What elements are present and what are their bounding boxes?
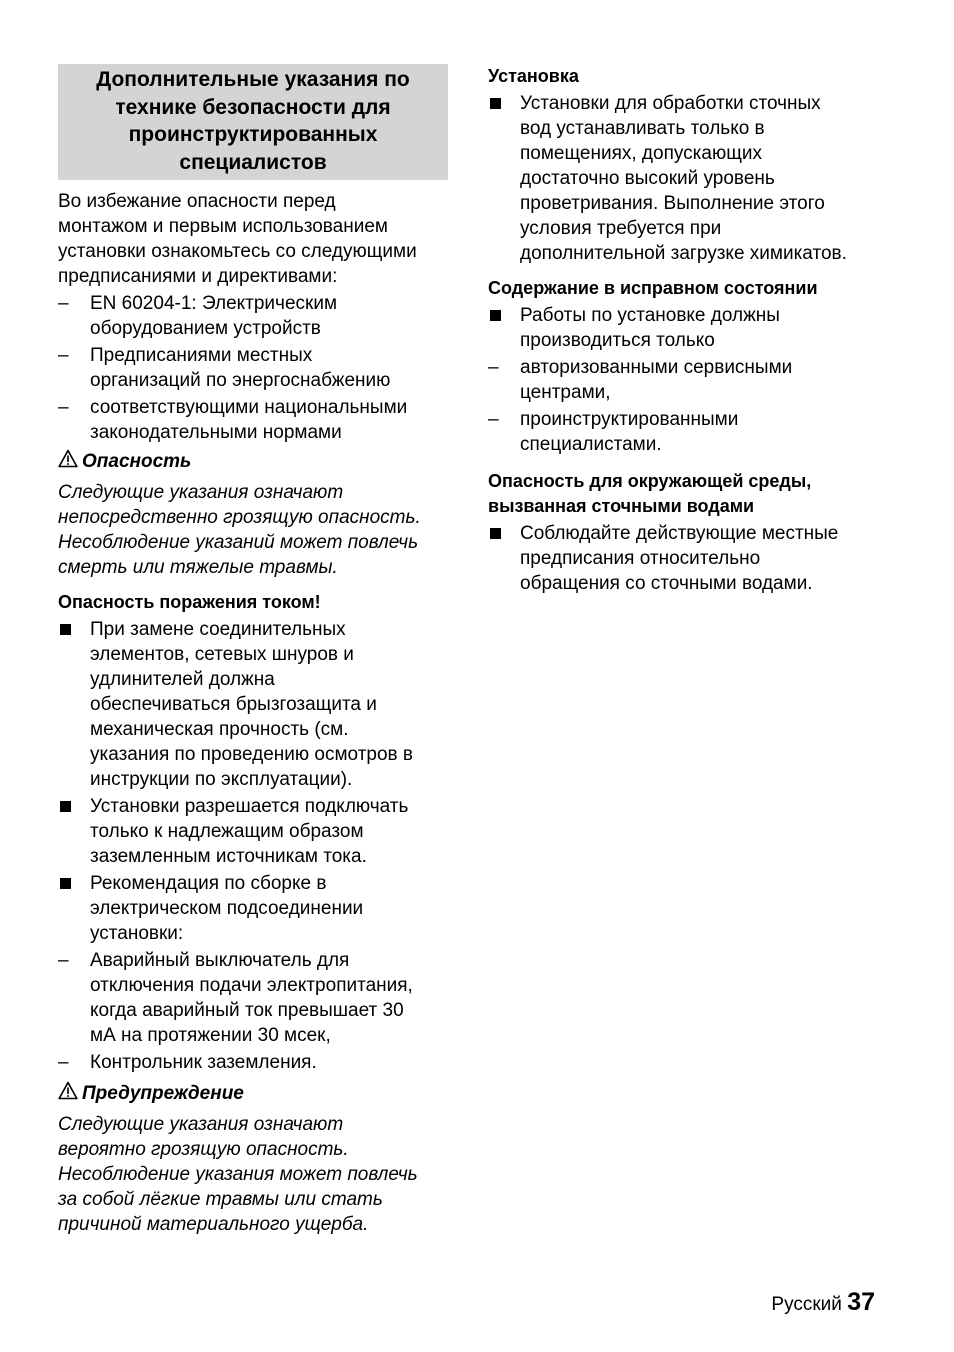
dash-marker: – <box>58 950 69 971</box>
danger-text <box>58 480 448 580</box>
section-title <box>58 64 448 180</box>
dash-marker: – <box>488 357 499 378</box>
right-column <box>488 64 888 596</box>
dash-marker: – <box>488 409 499 430</box>
text-line: Следующие указания означают <box>58 482 344 503</box>
title-line: специалистов <box>179 150 327 174</box>
text-line: предписания относительно <box>520 548 761 569</box>
text-line: Следующие указания означают <box>58 1114 344 1135</box>
text-line: проинструктированными <box>520 409 739 430</box>
danger-heading <box>58 449 448 475</box>
maintenance-item <box>488 303 888 353</box>
text-line: специалистами. <box>520 434 662 455</box>
text-line: отключения подачи электропитания, <box>90 975 413 996</box>
warning-triangle-icon <box>58 1081 82 1107</box>
text-line: законодательными нормами <box>90 422 342 443</box>
text-line: EN 60204-1: Электрическим <box>90 293 337 314</box>
dash-marker: – <box>58 397 69 418</box>
text-line: мА на протяжении 30 мсек, <box>90 1025 331 1046</box>
directive-item <box>58 343 448 393</box>
shock-dash-item <box>58 1050 448 1075</box>
bullet-square <box>488 303 520 328</box>
text-line: указания по проведению осмотров в <box>90 744 413 765</box>
bullet-square <box>58 794 90 819</box>
dash-marker: – <box>58 293 69 314</box>
text-line: инструкции по эксплуатации). <box>90 769 353 790</box>
environment-heading <box>488 469 888 519</box>
dash-marker: – <box>58 345 69 366</box>
text-line: установки: <box>90 923 184 944</box>
text-line: причиной материального ущерба. <box>58 1214 369 1235</box>
text-line: монтажом и первым использованием <box>58 216 388 237</box>
text-line: вод устанавливать только в <box>520 118 765 139</box>
maintenance-heading: Содержание в исправном состоянии <box>488 278 818 298</box>
text-line: установки ознакомьтесь со следующими <box>58 241 417 262</box>
text-line: производиться только <box>520 330 715 351</box>
warning-text <box>58 1112 448 1237</box>
text-line: Установки для обработки сточных <box>520 93 821 114</box>
text-line: Аварийный выключатель для <box>90 950 350 971</box>
text-line: Рекомендация по сборке в <box>90 873 327 894</box>
text-line: Контрольник заземления. <box>90 1052 317 1073</box>
warning-triangle-icon <box>58 449 82 475</box>
text-line: Несоблюдение указаний может повлечь <box>58 532 419 553</box>
intro-paragraph <box>58 189 448 289</box>
text-line: механическая прочность (см. <box>90 719 349 740</box>
page-footer <box>771 1290 875 1317</box>
text-line: предписаниями и директивами: <box>58 266 338 287</box>
text-line: авторизованными сервисными <box>520 357 793 378</box>
shock-heading: Опасность поражения током! <box>58 592 321 612</box>
shock-item <box>58 871 448 946</box>
bullet-square <box>488 91 520 116</box>
warning-title: Предупреждение <box>82 1083 244 1104</box>
directive-item <box>58 395 448 445</box>
text-line: обращения со сточными водами. <box>520 573 813 594</box>
text-line: элементов, сетевых шнуров и <box>90 644 354 665</box>
bullet-square <box>58 871 90 896</box>
text-line: только к надлежащим образом <box>90 821 364 842</box>
text-line: Работы по установке должны <box>520 305 780 326</box>
text-line: помещениях, допускающих <box>520 143 762 164</box>
text-line: центрами, <box>520 382 611 403</box>
text-line: дополнительной загрузке химикатов. <box>520 243 847 264</box>
dash-marker: – <box>58 1052 69 1073</box>
text-line: смерть или тяжелые травмы. <box>58 557 338 578</box>
text-line: Соблюдайте действующие местные <box>520 523 839 544</box>
text-line: вызванная сточными водами <box>488 496 755 516</box>
text-line: оборудованием устройств <box>90 318 321 339</box>
text-line: условия требуется при <box>520 218 722 239</box>
text-line: вероятно грозящую опасность. <box>58 1139 349 1160</box>
text-line: достаточно высокий уровень <box>520 168 775 189</box>
directive-item <box>58 291 448 341</box>
text-line: электрическом подсоединении <box>90 898 364 919</box>
install-heading: Установка <box>488 66 579 86</box>
page-number: 37 <box>847 1288 875 1316</box>
left-column <box>58 64 448 1237</box>
title-line: проинструктированных <box>128 123 378 146</box>
maintenance-dash-item <box>488 355 888 405</box>
maintenance-dash-item <box>488 407 888 457</box>
title-line: технике безопасности для <box>115 95 391 119</box>
text-line: Предписаниями местных <box>90 345 313 366</box>
danger-title: Опасность <box>82 451 192 472</box>
shock-item <box>58 794 448 869</box>
bullet-square <box>488 521 520 546</box>
text-line: непосредственно грозящую опасность. <box>58 507 421 528</box>
shock-dash-item <box>58 948 448 1048</box>
text-line: когда аварийный ток превышает 30 <box>90 1000 404 1021</box>
shock-item <box>58 617 448 792</box>
text-line: Во избежание опасности перед <box>58 191 336 212</box>
text-line: соответствующими национальными <box>90 397 408 418</box>
text-line: заземленным источникам тока. <box>90 846 367 867</box>
text-line: Опасность для окружающей среды, <box>488 471 812 491</box>
title-line: Дополнительные указания по <box>96 68 410 91</box>
text-line: за собой лёгкие травмы или стать <box>58 1189 383 1210</box>
text-line: проветривания. Выполнение этого <box>520 193 825 214</box>
text-line: Несоблюдение указания может повлечь <box>58 1164 418 1185</box>
install-item <box>488 91 888 266</box>
text-line: При замене соединительных <box>90 619 346 640</box>
environment-item <box>488 521 888 596</box>
footer-language: Русский <box>771 1294 842 1315</box>
text-line: удлинителей должна <box>90 669 275 690</box>
bullet-square <box>58 617 90 642</box>
text-line: обеспечиваться брызгозащита и <box>90 694 377 715</box>
text-line: Установки разрешается подключать <box>90 796 409 817</box>
text-line: организаций по энергоснабжению <box>90 370 391 391</box>
warning-heading <box>58 1081 448 1107</box>
